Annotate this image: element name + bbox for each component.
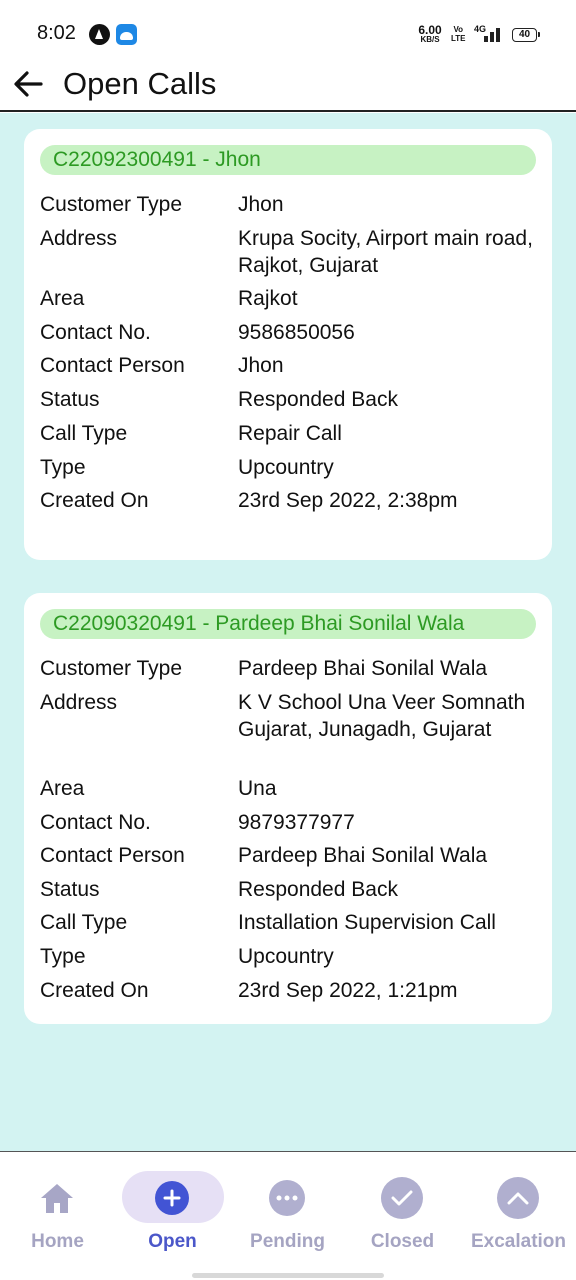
field-value: Pardeep Bhai Sonilal Wala: [238, 844, 488, 867]
field-value: Jhon: [238, 354, 284, 377]
field-value: Repair Call: [238, 422, 342, 445]
nav-label: Pending: [250, 1231, 325, 1252]
field-value: Upcountry: [238, 456, 334, 479]
nav-label: Closed: [370, 1231, 435, 1252]
field-value: 9586850056: [238, 321, 355, 344]
field-value: Jhon: [238, 193, 284, 216]
bottom-navigation: [0, 1151, 576, 1280]
nav-open[interactable]: [115, 1152, 230, 1262]
plus-circle-icon: [155, 1181, 189, 1215]
call-card[interactable]: [24, 129, 552, 560]
field-label: Contact Person: [40, 844, 185, 867]
check-circle-icon: [381, 1177, 423, 1219]
nav-home[interactable]: [0, 1152, 115, 1262]
call-card-header: C22090320491 - Pardeep Bhai Sonilal Wala: [40, 609, 536, 639]
notification-app-icon: [89, 24, 110, 45]
arrow-left-icon: [13, 71, 43, 97]
nav-label: Excalation: [470, 1231, 567, 1252]
field-label: Call Type: [40, 911, 128, 934]
field-label: Type: [40, 945, 86, 968]
field-value: K V School Una Veer Somnath Gujarat, Junagadh, Gujarat: [238, 691, 526, 741]
home-icon: [39, 1180, 75, 1216]
field-label: Status: [40, 878, 100, 901]
field-label: Area: [40, 287, 85, 310]
field-label: Address: [40, 227, 118, 250]
calls-list[interactable]: [0, 113, 576, 1151]
field-value: Responded Back: [238, 878, 398, 901]
field-label: Contact No.: [40, 811, 151, 834]
battery-icon: 40: [512, 28, 537, 42]
field-label: Address: [40, 691, 118, 714]
field-value: Una: [238, 777, 277, 800]
chevron-up-circle-icon: [497, 1177, 539, 1219]
page-title: Open Calls: [63, 66, 217, 101]
field-label: Area: [40, 777, 85, 800]
field-label: Created On: [40, 489, 149, 512]
field-value: 23rd Sep 2022, 2:38pm: [238, 489, 458, 512]
volte-indicator: Vo LTE: [451, 25, 466, 43]
more-circle-icon: [269, 1180, 305, 1216]
field-label: Created On: [40, 979, 149, 1002]
call-card[interactable]: [24, 593, 552, 1024]
field-value: Pardeep Bhai Sonilal Wala: [238, 657, 488, 680]
app-bar: [0, 66, 576, 112]
nav-pending[interactable]: [230, 1152, 345, 1262]
field-label: Customer Type: [40, 193, 183, 216]
nav-excalation[interactable]: [461, 1152, 576, 1262]
field-value: Responded Back: [238, 388, 398, 411]
field-label: Customer Type: [40, 657, 183, 680]
field-value: 23rd Sep 2022, 1:21pm: [238, 979, 458, 1002]
network-speed: 6.00 KB/S: [418, 23, 442, 44]
nav-label: Home: [31, 1231, 84, 1252]
field-value: 9879377977: [238, 811, 355, 834]
field-label: Type: [40, 456, 86, 479]
field-label: Contact No.: [40, 321, 151, 344]
home-indicator[interactable]: [192, 1273, 384, 1278]
nav-label: Open: [148, 1231, 197, 1252]
notification-store-icon: [116, 24, 137, 45]
field-label: Call Type: [40, 422, 128, 445]
status-bar: [0, 0, 576, 70]
field-label: Status: [40, 388, 100, 411]
field-value: Installation Supervision Call: [238, 911, 496, 934]
field-value: Upcountry: [238, 945, 334, 968]
field-label: Contact Person: [40, 354, 185, 377]
field-value: Krupa Socity, Airport main road, Rajkot, Gujarat: [238, 227, 533, 277]
field-value: Rajkot: [238, 287, 298, 310]
nav-closed[interactable]: [345, 1152, 460, 1262]
signal-icon: 4G: [474, 24, 504, 44]
back-button[interactable]: [8, 66, 48, 102]
call-card-header: C22092300491 - Jhon: [40, 145, 536, 175]
status-time: 8:02: [37, 22, 76, 44]
